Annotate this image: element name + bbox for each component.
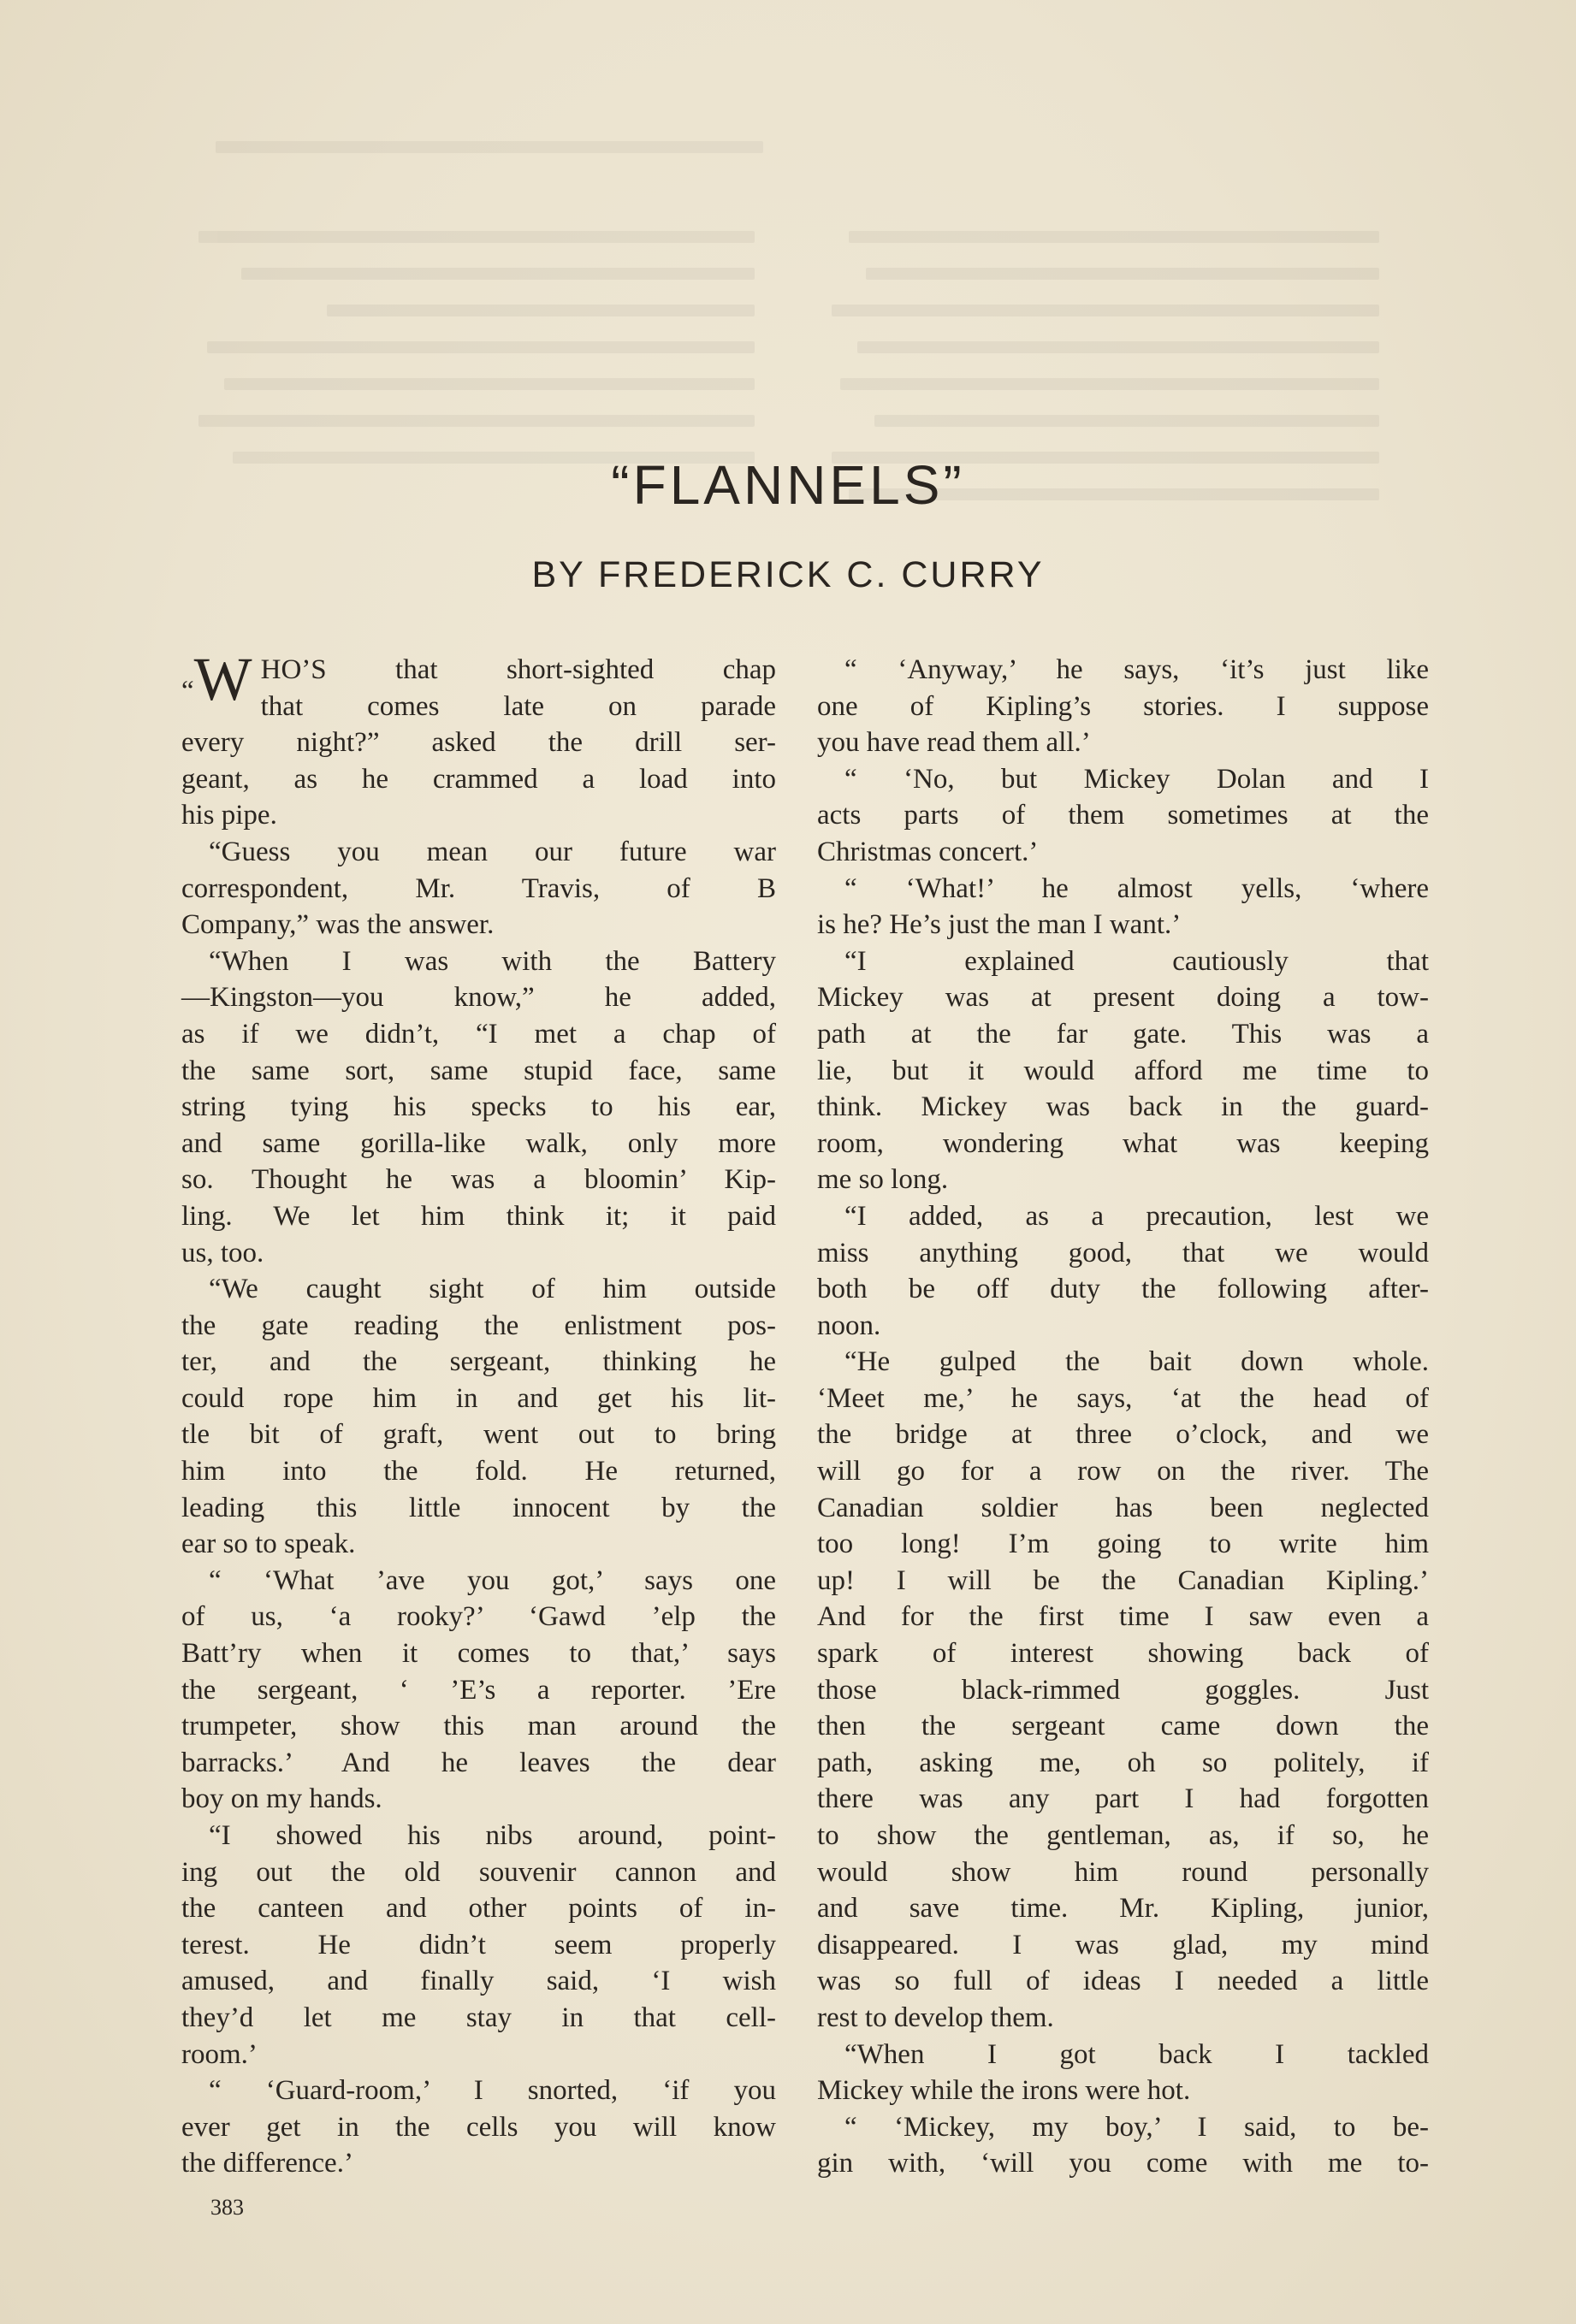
text-line: and save time. Mr. Kipling, junior, (817, 1893, 1429, 1925)
text-line: is he? He’s just the man I want.’ (817, 909, 1182, 941)
text-line: then the sergeant came down the (817, 1711, 1429, 1742)
text-line: there was any part I had forgotten (817, 1783, 1429, 1815)
text-line: acts parts of them sometimes at the (817, 800, 1429, 831)
text-line: HO’S that short-sighted chap (260, 654, 776, 685)
text-line: me so long. (817, 1164, 949, 1196)
text-line: Batt’ry when it comes to that,’ says (181, 1638, 776, 1670)
text-line: the same sort, same stupid face, same (181, 1055, 776, 1086)
text-line: gin with, ‘will you come with me to- (817, 2148, 1429, 2179)
text-line: and same gorilla-like walk, only more (181, 1127, 776, 1159)
text-line: “I explained cautiously that (844, 945, 1429, 977)
text-line: ling. We let him think it; it paid (181, 1200, 776, 1232)
article-title: “FLANNELS” (611, 454, 965, 516)
text-line: Mickey was at present doing a tow- (817, 982, 1429, 1014)
text-line: “Guess you mean our future war (209, 836, 776, 867)
text-line: correspondent, Mr. Travis, of B (181, 872, 776, 904)
text-line: the difference.’ (181, 2148, 353, 2179)
text-line: noon. (817, 1310, 881, 1341)
text-line: “ ‘What ’ave you got,’ says one (209, 1564, 776, 1596)
text-line: lie, but it would afford me time to (817, 1055, 1429, 1086)
text-line: every night?” asked the drill ser- (181, 727, 776, 759)
text-line: “We caught sight of him outside (209, 1274, 776, 1305)
text-line: ‘Meet me,’ he says, ‘at the head of (817, 1382, 1429, 1414)
text-line: room, wondering what was keeping (817, 1127, 1429, 1159)
text-line: think. Mickey was back in the guard- (817, 1091, 1429, 1123)
text-line: so. Thought he was a bloomin’ Kip- (181, 1164, 776, 1196)
text-line: amused, and finally said, ‘I wish (181, 1966, 776, 1997)
text-line: his pipe. (181, 800, 277, 831)
text-line: “I showed his nibs around, point- (209, 1820, 776, 1851)
page-number: 383 (210, 2195, 244, 2220)
text-line: the sergeant, ‘ ’E’s a reporter. ’Ere (181, 1674, 776, 1706)
left-column (181, 645, 776, 2182)
text-line: rest to develop them. (817, 2002, 1054, 2033)
text-line: too long! I’m going to write him (817, 1529, 1429, 1560)
drop-cap-letter: W (193, 645, 252, 713)
text-line: “ ‘What!’ he almost yells, ‘where (844, 872, 1429, 904)
text-line: “When I got back I tackled (844, 2038, 1429, 2070)
text-line: string tying his specks to his ear, (181, 1091, 776, 1123)
text-line: the canteen and other points of in- (181, 1893, 776, 1925)
text-line: ing out the old souvenir cannon and (181, 1856, 776, 1888)
text-line: ear so to speak. (181, 1529, 356, 1560)
text-line: could rope him in and get his lit- (181, 1382, 776, 1414)
right-column (817, 652, 1429, 2182)
text-line: “ ‘Anyway,’ he says, ‘it’s just like (844, 654, 1429, 685)
text-line: up! I will be the Canadian Kipling.’ (817, 1564, 1429, 1596)
text-line: “When I was with the Battery (209, 945, 776, 977)
text-line: tle bit of graft, went out to bring (181, 1419, 776, 1451)
text-line: path at the far gate. This was a (817, 1018, 1429, 1050)
text-line: as if we didn’t, “I met a chap of (181, 1018, 776, 1050)
text-line: “ ‘No, but Mickey Dolan and I (844, 763, 1429, 795)
text-line: to show the gentleman, as, if so, he (817, 1820, 1429, 1851)
text-line: would show him round personally (817, 1856, 1429, 1888)
text-line: miss anything good, that we would (817, 1237, 1429, 1268)
text-line: us, too. (181, 1237, 264, 1268)
text-line: ever get in the cells you will know (181, 2111, 776, 2143)
text-line: leading this little innocent by the (181, 1492, 776, 1523)
text-line: those black-rimmed goggles. Just (817, 1674, 1429, 1706)
text-line: was so full of ideas I needed a little (817, 1966, 1429, 1997)
text-line: “I added, as a precaution, lest we (844, 1200, 1429, 1232)
text-line: path, asking me, oh so politely, if (817, 1747, 1429, 1778)
text-line: room.’ (181, 2038, 258, 2070)
text-line: Company,” was the answer. (181, 909, 495, 941)
text-line: Canadian soldier has been neglected (817, 1492, 1429, 1523)
text-line: you have read them all.’ (817, 727, 1091, 759)
text-line: disappeared. I was glad, my mind (817, 1929, 1429, 1960)
text-line: the gate reading the enlistment pos- (181, 1310, 776, 1341)
text-line: him into the fold. He returned, (181, 1456, 776, 1487)
text-line: that comes late on parade (260, 690, 776, 722)
article-byline: BY FREDERICK C. CURRY (531, 554, 1045, 595)
drop-cap (181, 645, 252, 717)
text-line: boy on my hands. (181, 1783, 382, 1815)
text-line: “He gulped the bait down whole. (844, 1346, 1429, 1378)
text-line: ter, and the sergeant, thinking he (181, 1346, 776, 1378)
text-line: trumpeter, show this man around the (181, 1711, 776, 1742)
text-line: spark of interest showing back of (817, 1638, 1429, 1670)
text-line: “ ‘Mickey, my boy,’ I said, to be- (844, 2111, 1429, 2143)
text-line: Mickey while the irons were hot. (817, 2075, 1191, 2107)
opening-quote: “ (181, 676, 194, 707)
text-line: “ ‘Guard-room,’ I snorted, ‘if you (209, 2075, 776, 2107)
text-line: —Kingston—you know,” he added, (181, 982, 776, 1014)
text-line: one of Kipling’s stories. I suppose (817, 690, 1429, 722)
text-line: Christmas concert.’ (817, 836, 1039, 867)
text-line: terest. He didn’t seem properly (181, 1929, 776, 1960)
text-line: they’d let me stay in that cell- (181, 2002, 776, 2033)
text-line: barracks.’ And he leaves the dear (181, 1747, 776, 1778)
text-line: both be off duty the following after- (817, 1274, 1429, 1305)
text-line: of us, ‘a rooky?’ ‘Gawd ’elp the (181, 1601, 776, 1633)
text-line: will go for a row on the river. The (817, 1456, 1429, 1487)
text-line: the bridge at three o’clock, and we (817, 1419, 1429, 1451)
text-line: geant, as he crammed a load into (181, 763, 776, 795)
text-line: And for the first time I saw even a (817, 1601, 1429, 1633)
